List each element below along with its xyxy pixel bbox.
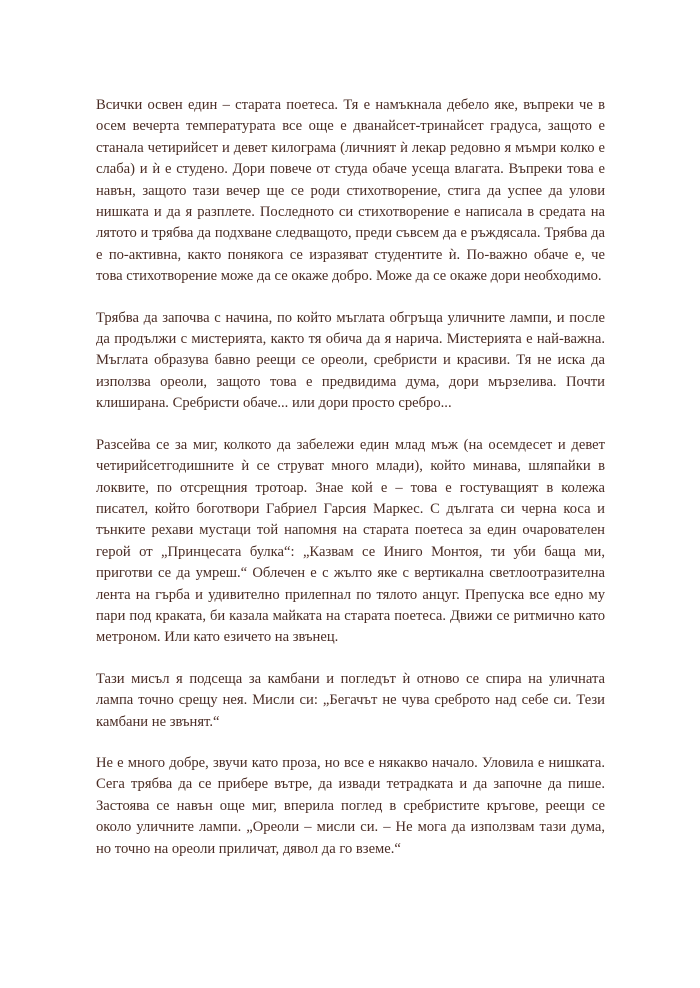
paragraph: Разсейва се за миг, колкото да забележи един млад мъж (на осемдесет и девет четирийсетгодишните ѝ се струват много млади), който минава, шляпайки в локвите, по отсрещния тротоар. Знае кой е – това е гостуващият в колежа писател, който боготвори Габриел Гарсия Маркес. С дългата си черна коса и тънките рехави мустаци той напомня на старата поетеса за един очарователен герой от „Принцесата булка“: „Казвам се Иниго Монтоя, ти уби баща ми, приготви се да умреш.“ Облечен е с жълто яке с вертикална светлоотразителна лента на гърба и удивително прилепнал по тялото анцуг. Препуска все едно му пари под краката, би казала майката на старата поетеса. Движи се ритмично като метроном. Или като езичето на звънец. [96,436,605,646]
body-text [96,95,605,880]
paragraph: Трябва да започва с начина, по който мъглата обгръща уличните лампи, и после да продължи с мистерията, както тя обича да я нарича. Мистерията е най-важна. Мъглата образува бавно реещи се ореоли, сребристи и красиви. Тя не иска да използва ореоли, защото това е предвидима дума, дори мързелива. Почти клиширана. Сребристи обаче... или дори просто сребро... [96,309,605,412]
paragraph: Не е много добре, звучи като проза, но все е някакво начало. Уловила е нишката. Сега трябва да се прибере вътре, да извади тетрадката и да започне да пише. Застоява се навън още миг, вперила поглед в сребристите кръгове, реещи се около уличните лампи. „Ореоли – мисли си. – Не мога да използвам тази дума, но точно на ореоли приличат, дявол да го вземе.“ [96,754,605,857]
paragraph: Всички освен един – старата поетеса. Тя е намъкнала дебело яке, въпреки че в осем вечерта температурата все още е дванайсет-тринайсет градуса, защото е станала четирийсет и девет килограма (личният ѝ лекар редовно я мъмри колко е слаба) и ѝ е студено. Дори повече от студа обаче усеща влагата. Въпреки това е навън, защото тази вечер ще се роди стихотворение, стига да успее да улови нишката и да я разплете. Последното си стихотворение е написала в средата на лятото и трябва да подхване следващото, преди съвсем да е ръждясала. Трябва да е по-активна, както понякога се изразяват студентите ѝ. По-важно обаче е, че това стихотворение може да се окаже добро. Може да се окаже дори необходимо. [96,97,605,285]
paragraph: Тази мисъл я подсеща за камбани и погледът ѝ отново се спира на уличната лампа точно срещу нея. Мисли си: „Бегачът не чува среброто над себе си. Тези камбани не звънят.“ [96,670,605,730]
